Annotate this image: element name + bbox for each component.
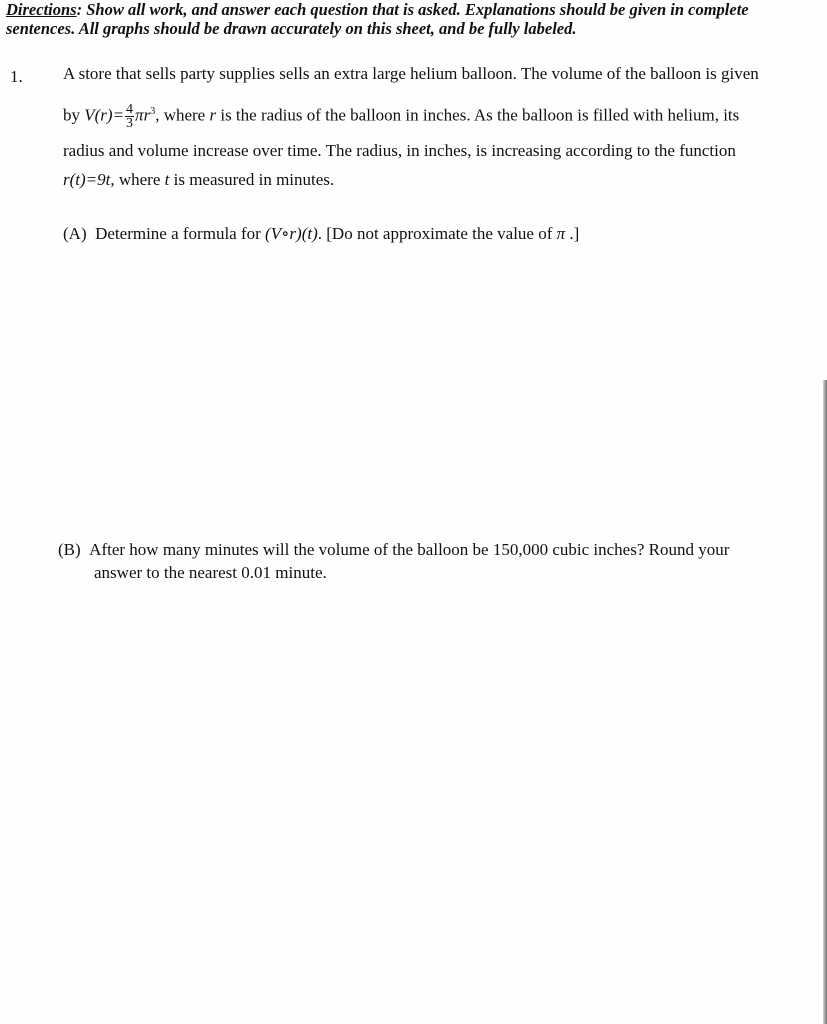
part-a-prefix: Determine a formula for (95, 224, 266, 243)
page-edge-shadow (823, 380, 827, 1024)
part-b-label: (B) (58, 540, 81, 559)
q-line4-t-var: t (164, 170, 170, 189)
fraction-four-thirds (125, 103, 134, 130)
composition-expression: (V∘r)(t) (265, 224, 318, 243)
part-a (63, 224, 579, 244)
question-line-2 (63, 102, 739, 130)
directions-block (6, 0, 827, 38)
q-line4-suffix: is measured in minutes. (169, 170, 335, 189)
q-line2-prefix: by (63, 105, 85, 125)
question-number: 1. (10, 67, 23, 86)
q-line2-suffix: is the radius of the balloon in inches. As the balloon is filled with helium, its (216, 105, 740, 125)
part-b-text-1: After how many minutes will the volume of the balloon be 150,000 cubic inches? Round your (89, 540, 730, 559)
directions-line-1 (6, 0, 827, 19)
question-line-1: A store that sells party supplies sells an extra large helium balloon. The volume of the balloon is given (63, 64, 759, 83)
directions-label: Directions (6, 0, 77, 19)
q-line2-where: , where (155, 105, 210, 125)
directions-text-1: : Show all work, and answer each question that is asked. Explanations should be given in complete (76, 0, 749, 19)
part-a-end: .] (565, 224, 580, 243)
part-a-label: (A) (63, 224, 87, 243)
fraction-numerator: 4 (126, 102, 134, 118)
volume-formula-exponent: 3 (150, 106, 156, 117)
fraction-denominator: 3 (126, 116, 134, 132)
part-b-line-2: answer to the nearest 0.01 minute. (94, 563, 327, 582)
part-a-suffix: . [Do not approximate the value of (317, 224, 557, 243)
directions-line-2: sentences. All graphs should be drawn accurately on this sheet, and be fully labeled. (6, 19, 577, 38)
q-line2-r-var: r (209, 105, 217, 125)
part-b-line-1 (58, 540, 729, 560)
pi-symbol: π (556, 224, 566, 243)
volume-formula-rhs: πr (135, 105, 151, 125)
q-line4-where: , where (110, 170, 165, 189)
question-line-3: radius and volume increase over time. The radius, in inches, is increasing according to the function (63, 141, 736, 160)
volume-formula-lhs: V(r)= (84, 105, 125, 125)
question-line-4 (63, 170, 334, 190)
radius-formula: r(t)=9t (63, 170, 111, 189)
